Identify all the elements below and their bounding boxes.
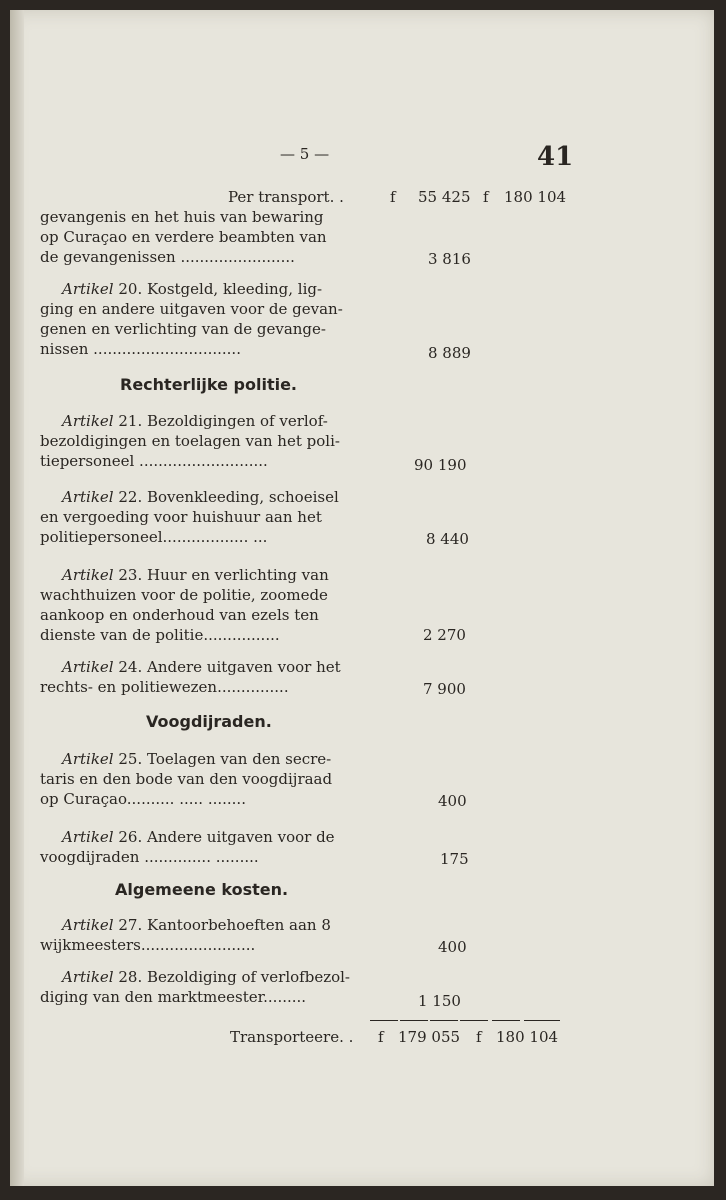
- transport-out-currency-2: f: [476, 1028, 482, 1046]
- entry-line: voogdijraden .............. .........: [40, 848, 259, 866]
- entry-line: wijkmeesters........................: [40, 936, 256, 954]
- entry-line: gevangenis en het huis van bewaring: [40, 208, 324, 226]
- entry-lead-text: 21. Bezoldigingen of verlof-: [118, 412, 328, 430]
- entry-lead: [62, 280, 322, 298]
- transport-in-currency-1: f: [390, 188, 396, 206]
- entry-lead: [62, 412, 328, 430]
- entry-value: 8 440: [426, 530, 469, 548]
- entry-line: op Curaçao en verdere beambten van: [40, 228, 327, 246]
- entry-lead-text: 24. Andere uitgaven voor het: [118, 658, 341, 676]
- entry-line: ging en andere uitgaven voor de gevan-: [40, 300, 343, 318]
- sum-rule: [460, 1020, 488, 1021]
- sum-rule: [492, 1020, 520, 1021]
- entry-line: politiepersoneel.................. ...: [40, 528, 268, 546]
- book-page: [10, 10, 714, 1186]
- artikel-label: Artikel: [62, 412, 114, 430]
- entry-lead: [62, 916, 331, 934]
- section-heading-rechterlijke: Rechterlijke politie.: [120, 375, 297, 394]
- artikel-label: Artikel: [62, 658, 114, 676]
- section-heading-voogdijraden: Voogdijraden.: [146, 712, 272, 731]
- entry-lead: [62, 566, 329, 584]
- artikel-label: Artikel: [62, 750, 114, 768]
- entry-line: bezoldigingen en toelagen van het poli-: [40, 432, 340, 450]
- artikel-label: Artikel: [62, 566, 114, 584]
- entry-line: en vergoeding voor huishuur aan het: [40, 508, 322, 526]
- entry-line: rechts- en politiewezen...............: [40, 678, 289, 696]
- entry-lead: [62, 968, 350, 986]
- entry-value: 1 150: [418, 992, 461, 1010]
- transport-out-label: Transporteere. .: [230, 1028, 354, 1046]
- entry-line: wachthuizen voor de politie, zoomede: [40, 586, 328, 604]
- transport-out-value-2: 180 104: [496, 1028, 559, 1046]
- entry-line: de gevangenissen ........................: [40, 248, 295, 266]
- page-number: 41: [537, 142, 574, 172]
- entry-lead-text: 28. Bezoldiging of verlofbezol-: [118, 968, 350, 986]
- entry-value: 175: [440, 850, 469, 868]
- entry-lead: [62, 750, 331, 768]
- transport-in-value-1: 55 425: [418, 188, 471, 206]
- artikel-label: Artikel: [62, 916, 114, 934]
- entry-lead-text: 26. Andere uitgaven voor de: [118, 828, 335, 846]
- entry-value: 90 190: [414, 456, 467, 474]
- entry-line: dienste van de politie................: [40, 626, 280, 644]
- transport-out-value-1: 179 055: [398, 1028, 461, 1046]
- entry-line: tiepersoneel ...........................: [40, 452, 268, 470]
- entry-line: diging van den marktmeester.........: [40, 988, 307, 1006]
- entry-lead-text: 20. Kostgeld, kleeding, lig-: [118, 280, 323, 298]
- sum-rule: [400, 1020, 428, 1021]
- entry-lead: [62, 658, 341, 676]
- transport-in-currency-2: f: [483, 188, 489, 206]
- page-marker: — 5 —: [280, 145, 330, 163]
- entry-value: 8 889: [428, 344, 471, 362]
- entry-value: 400: [438, 938, 467, 956]
- sum-rule: [524, 1020, 560, 1021]
- artikel-label: Artikel: [62, 828, 114, 846]
- entry-line: aankoop en onderhoud van ezels ten: [40, 606, 319, 624]
- sum-rule: [370, 1020, 398, 1021]
- artikel-label: Artikel: [62, 488, 114, 506]
- entry-lead-text: 23. Huur en verlichting van: [118, 566, 329, 584]
- entry-line: op Curaçao.......... ..... ........: [40, 790, 246, 808]
- transport-in-label: Per transport. .: [228, 188, 344, 206]
- entry-lead: [62, 828, 335, 846]
- entry-lead-text: 22. Bovenkleeding, schoeisel: [118, 488, 339, 506]
- entry-value: 7 900: [423, 680, 466, 698]
- section-heading-algemeene: Algemeene kosten.: [115, 880, 289, 899]
- entry-value: 3 816: [428, 250, 471, 268]
- entry-lead-text: 27. Kantoorbehoeften aan 8: [118, 916, 331, 934]
- transport-in-value-2: 180 104: [504, 188, 567, 206]
- page-spine: [10, 10, 24, 1186]
- sum-rule: [430, 1020, 458, 1021]
- artikel-label: Artikel: [62, 280, 114, 298]
- entry-value: 2 270: [423, 626, 466, 644]
- entry-lead-text: 25. Toelagen van den secre-: [118, 750, 332, 768]
- artikel-label: Artikel: [62, 968, 114, 986]
- entry-value: 400: [438, 792, 467, 810]
- entry-lead: [62, 488, 339, 506]
- transport-out-currency-1: f: [378, 1028, 384, 1046]
- entry-line: taris en den bode van den voogdijraad: [40, 770, 333, 788]
- entry-line: nissen ...............................: [40, 340, 241, 358]
- entry-line: genen en verlichting van de gevange-: [40, 320, 326, 338]
